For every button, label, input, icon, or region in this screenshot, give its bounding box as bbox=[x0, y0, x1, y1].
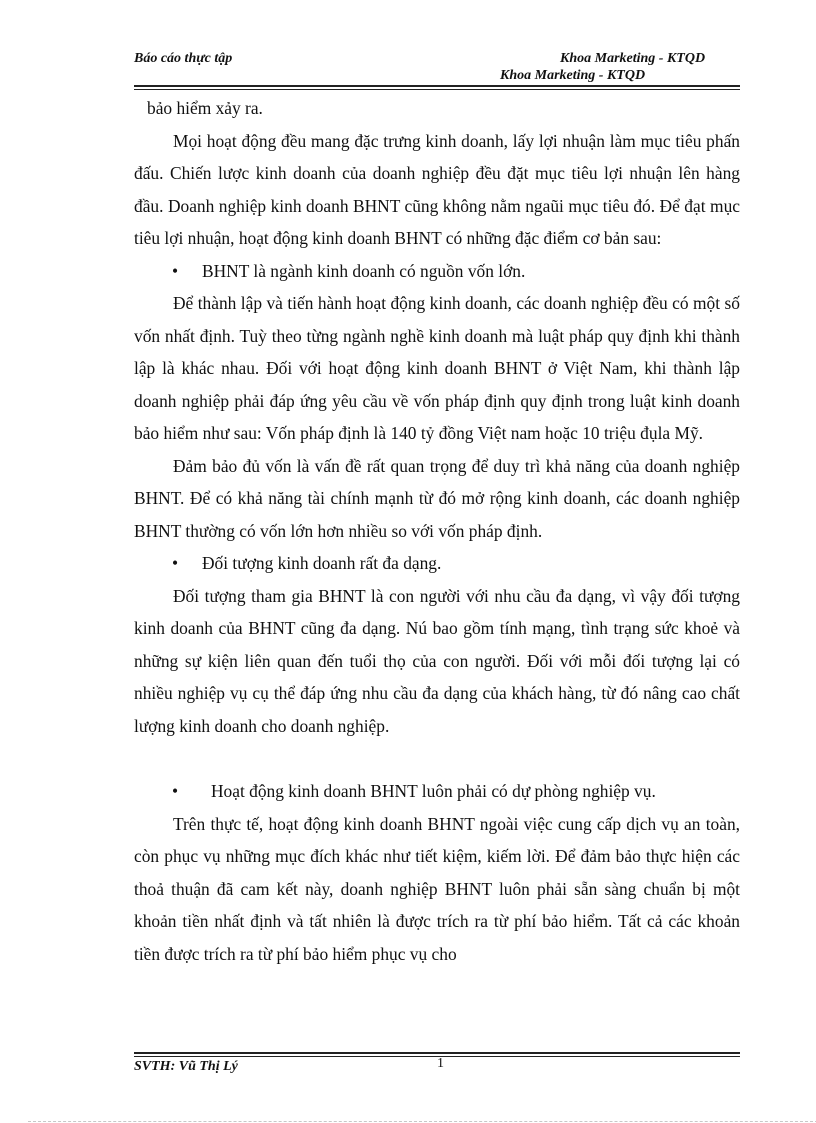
bullet-icon: • bbox=[172, 260, 179, 281]
paragraph: Mọi hoạt động đều mang đặc trưng kinh doanh, lấy lợi nhuận làm mục tiêu phấn đấu. Chiến lược kinh doanh của doanh nghiệp đều đặt mục tiêu lợi nhuận lên hàng đầu. Doanh nghiệp kinh doanh BHNT cũng không nằm ngaũi mục tiêu đó. Để đạt mục tiêu lợi nhuận, hoạt động kinh doanh BHNT có những đặc điểm cơ bản sau: bbox=[134, 130, 740, 248]
paragraph: bảo hiểm xảy ra. bbox=[147, 98, 263, 118]
header-rule-thick bbox=[134, 85, 740, 87]
paragraph: Để thành lập và tiến hành hoạt động kinh doanh, các doanh nghiệp đều có một số vốn nhất định. Tuỳ theo từng ngành nghề kinh doanh mà luật pháp quy định khi thành lập là khác nhau. Đối với hoạt động kinh doanh BHNT ở Việt Nam, khi thành lập doanh nghiệp phải đáp ứng yêu cầu về vốn pháp định quy định trong luật kinh doanh bảo hiểm như sau: Vốn pháp định là 140 tỷ đồng Việt nam hoặc 10 triệu đụla Mỹ. bbox=[134, 293, 740, 443]
paragraph: Đảm bảo đủ vốn là vấn đề rất quan trọng để duy trì khả năng của doanh nghiệp BHNT. Để có khả năng tài chính mạnh từ đó mở rộng kinh doanh, các doanh nghiệp BHNT thường có vốn lớn hơn nhiều so với vốn pháp định. bbox=[134, 455, 740, 541]
header-faculty-repeat: Khoa Marketing - KTQD bbox=[500, 68, 646, 83]
header-title: Báo cáo thực tập bbox=[134, 51, 233, 66]
spacer bbox=[134, 742, 740, 775]
footer-author: SVTH: Vũ Thị Lý bbox=[134, 1059, 238, 1074]
bullet-icon: • bbox=[172, 781, 179, 801]
paragraph: Đối tượng tham gia BHNT là con người với nhu cầu đa dạng, vì vậy đối tượng kinh doanh của BHNT cũng đa dạng. Nú bao gồm tính mạng, tình trạng sức khoẻ và những sự kiện liên quan đến tuổi thọ của con người. Đối với mỗi đối tượng lại có nhiều nghiệp vụ cụ thể đáp ứng nhu cầu đa dạng của khách hàng, từ đó nâng cao chất lượng kinh doanh cho doanh nghiệp. bbox=[134, 585, 740, 736]
bullet-item bbox=[134, 255, 740, 288]
bullet-text: BHNT là ngành kinh doanh có nguồn vốn lớn. bbox=[202, 260, 526, 281]
paragraph: Trên thực tế, hoạt động kinh doanh BHNT ngoài việc cung cấp dịch vụ an toàn, còn phục vụ những mục đích khác như tiết kiệm, kiếm lời. Để đảm bảo thực hiện các thoả thuận đã cam kết này, doanh nghiệp BHNT luôn phải sẵn sàng chuẩn bị một khoản tiền nhất định và tất nhiên là được trích ra từ phí bảo hiểm. Tất cả các khoản tiền được trích ra từ phí bảo hiểm phục vụ cho bbox=[134, 813, 740, 964]
page-break-line bbox=[28, 1121, 816, 1122]
page-number: 1 bbox=[437, 1056, 444, 1071]
bullet-icon: • bbox=[172, 553, 179, 573]
header-rule-thin bbox=[134, 89, 740, 90]
header-faculty: Khoa Marketing - KTQD bbox=[560, 51, 706, 66]
bullet-text: Hoạt động kinh doanh BHNT luôn phải có dự phòng nghiệp vụ. bbox=[211, 781, 656, 801]
bullet-item bbox=[134, 775, 740, 808]
document-body bbox=[134, 92, 740, 970]
footer-rule-thick bbox=[134, 1052, 740, 1054]
bullet-item bbox=[134, 547, 740, 580]
bullet-text: Đối tượng kinh doanh rất đa dạng. bbox=[202, 553, 442, 573]
